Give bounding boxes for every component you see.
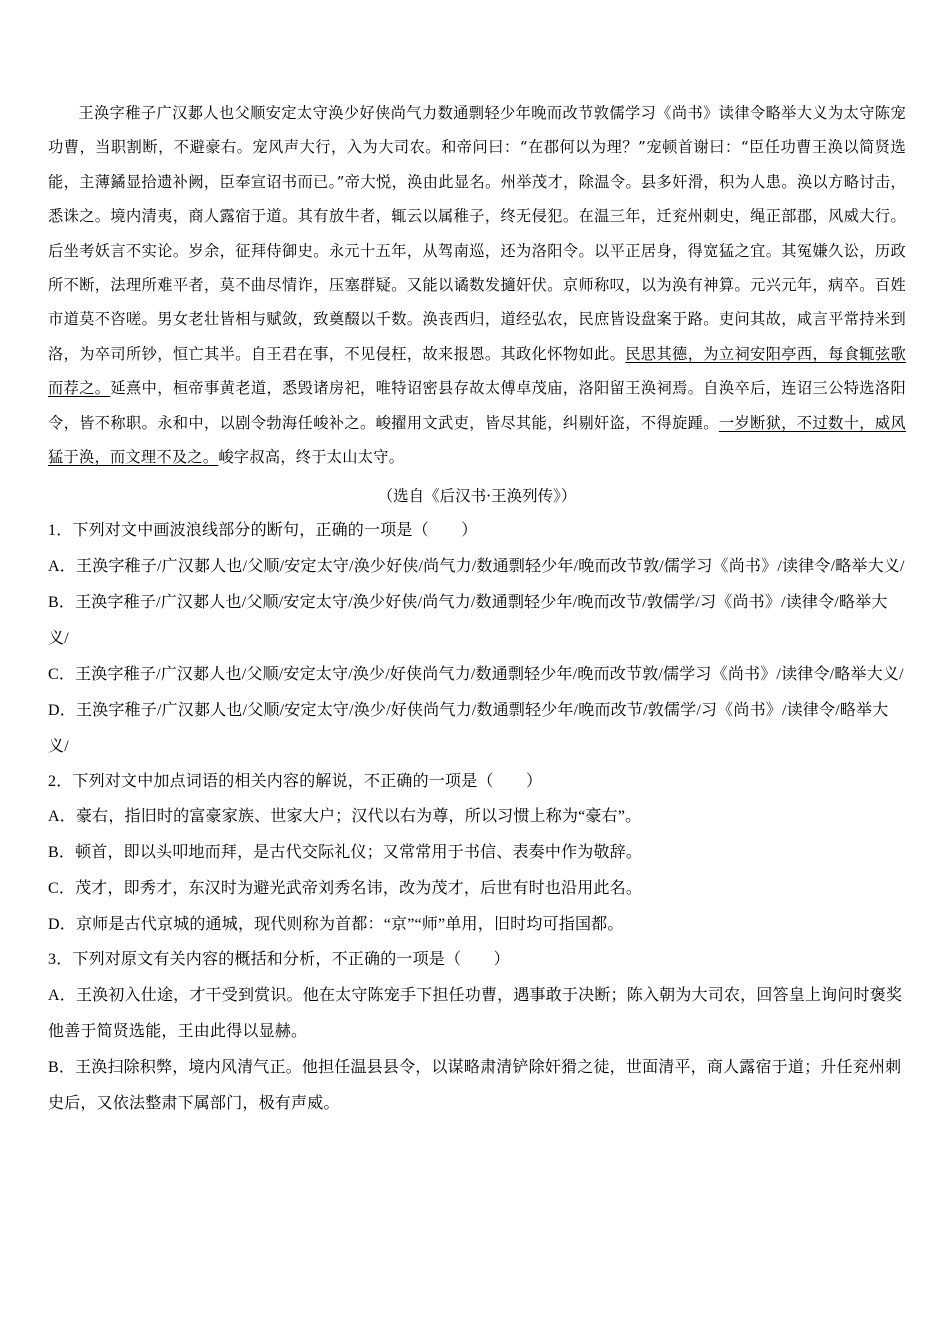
passage-source: （选自《后汉书·王涣列传》） — [377, 487, 577, 506]
option-b: B．王涣字稚子/广汉郪人也/父顺/安定太守/涣少好侠/尚气力/数通剽轻少年/晚而改节/敦儒学/习《尚书》/读律令/略举大义/ — [48, 593, 888, 647]
exam-page — [48, 96, 906, 1122]
option-c: C．王涣字稚子/广汉郪人也/父顺/安定太守/涣少/好侠尚气力/数通剽轻少年/晚而改节敦/儒学习《尚书》/读律令/略举大义/ — [48, 665, 904, 683]
question-2 — [48, 765, 906, 944]
question-stem: 3．下列对原文有关内容的概括和分析，不正确的一项是（ ） — [48, 951, 510, 969]
question-stem: 2．下列对文中加点词语的相关内容的解说，不正确的一项是（ ） — [48, 772, 543, 790]
underlined-sentence-1: 民思其德，为立祠安阳亭西，每食辄弦歌而荐之。 — [48, 344, 906, 398]
passage-text-3: 峻字叔高，终于太山太守。 — [218, 448, 405, 467]
option-a: A．豪右，指旧时的富豪家族、世家大户；汉代以右为尊，所以习惯上称为“豪右”。 — [48, 808, 642, 826]
question-3 — [48, 943, 906, 1122]
option-a: A．王涣字稚子/广汉郪人也/父顺/安定太守/涣少好侠/尚气力/数通剽轻少年/晚而改节敦/儒学习《尚书》/读律令/略举大义/ — [48, 557, 905, 575]
question-1 — [48, 514, 906, 765]
classical-passage — [48, 96, 906, 474]
underlined-sentence-2: 一岁断狱，不过数十，威风猛于涣，而文理不及之。 — [48, 413, 906, 467]
passage-text-1: 王涣字稚子广汉郪人也父顺安定太守涣少好侠尚气力数通剽轻少年晚而改节敦儒学习《尚书》读律令略举大义为太守陈宠功曹，当职割断，不避豪右。宠风声大行，入为大司农。和帝问曰：“在郡何以为理？”宠顿首谢曰：“臣任功曹王涣以简贤选能，主薄鐍显拾遗补阙，臣奉宣诏书而已。”帝大悦，涣由此显名。州举茂才，除温令。县多奸滑，积为人患。涣以方略讨击，悉诛之。境内清夷，商人露宿于道。其有放牛者，辄云以属稚子，终无侵犯。在温三年，迁兖州刺史，绳正部郡，风威大行。后坐考妖言不实论。岁余，征拜侍御史。永元十五年，从驾南巡，还为洛阳令。以平正居身，得宽猛之宜。其冤嫌久讼，历政所不断，法理所难平者，莫不曲尽情诈，压塞群疑。又能以谲数发擿奸伏。京师称叹，以为涣有神算。元兴元年，病卒。百姓市道莫不咨嗟。男女老壮皆相与赋敛，致奠醊以千数。涣丧西归，道经弘农，民庶皆设盘案于路。吏问其故，咸言平常持米到洛，为卒司所钞，恒亡其半。自王君在事，不见侵枉，故来报恩。其政化怀物如此。 — [48, 104, 906, 363]
option-b: B．顿首，即以头叩地而拜，是古代交际礼仪；又常常用于书信、表奏中作为敬辞。 — [48, 844, 643, 862]
option-d: D．王涣字稚子/广汉郪人也/父顺/安定太守/涣少/好侠尚气力/数通剽轻少年/晚而改节/敦儒学/习《尚书》/读律令/略举大义/ — [48, 701, 889, 755]
option-c: C．茂才，即秀才，东汉时为避光武帝刘秀名讳，改为茂才，后世有时也沿用此名。 — [48, 880, 643, 898]
option-a: A．王涣初入仕途，才干受到赏识。他在太守陈宠手下担任功曹，遇事敢于决断；陈入朝为大司农，回答皇上询问时褒奖他善于简贤选能，王由此得以显赫。 — [48, 986, 903, 1040]
passage-text-2: 延熹中，桓帝事黄老道，悉毁诸房祀，唯特诏密县存故太傅卓茂庙，洛阳留王涣祠焉。自涣卒后，连诏三公特选洛阳令，皆不称职。永和中，以剧令勃海任峻补之。峻擢用文武吏，皆尽其能，纠剔奸盗，不得旋踵。 — [48, 379, 906, 432]
question-stem: 1．下列对文中画波浪线部分的断句，正确的一项是（ ） — [48, 522, 478, 540]
option-b: B．王涣扫除积弊，境内风清气正。他担任温县县令，以谋略肃清铲除奸猾之徒，世面清平，商人露宿于道；升任兖州刺史后，又依法整肃下属部门，极有声威。 — [48, 1058, 902, 1112]
option-d: D．京师是古代京城的通城，现代则称为首都：“京”“师”单用，旧时均可指国都。 — [48, 916, 624, 934]
